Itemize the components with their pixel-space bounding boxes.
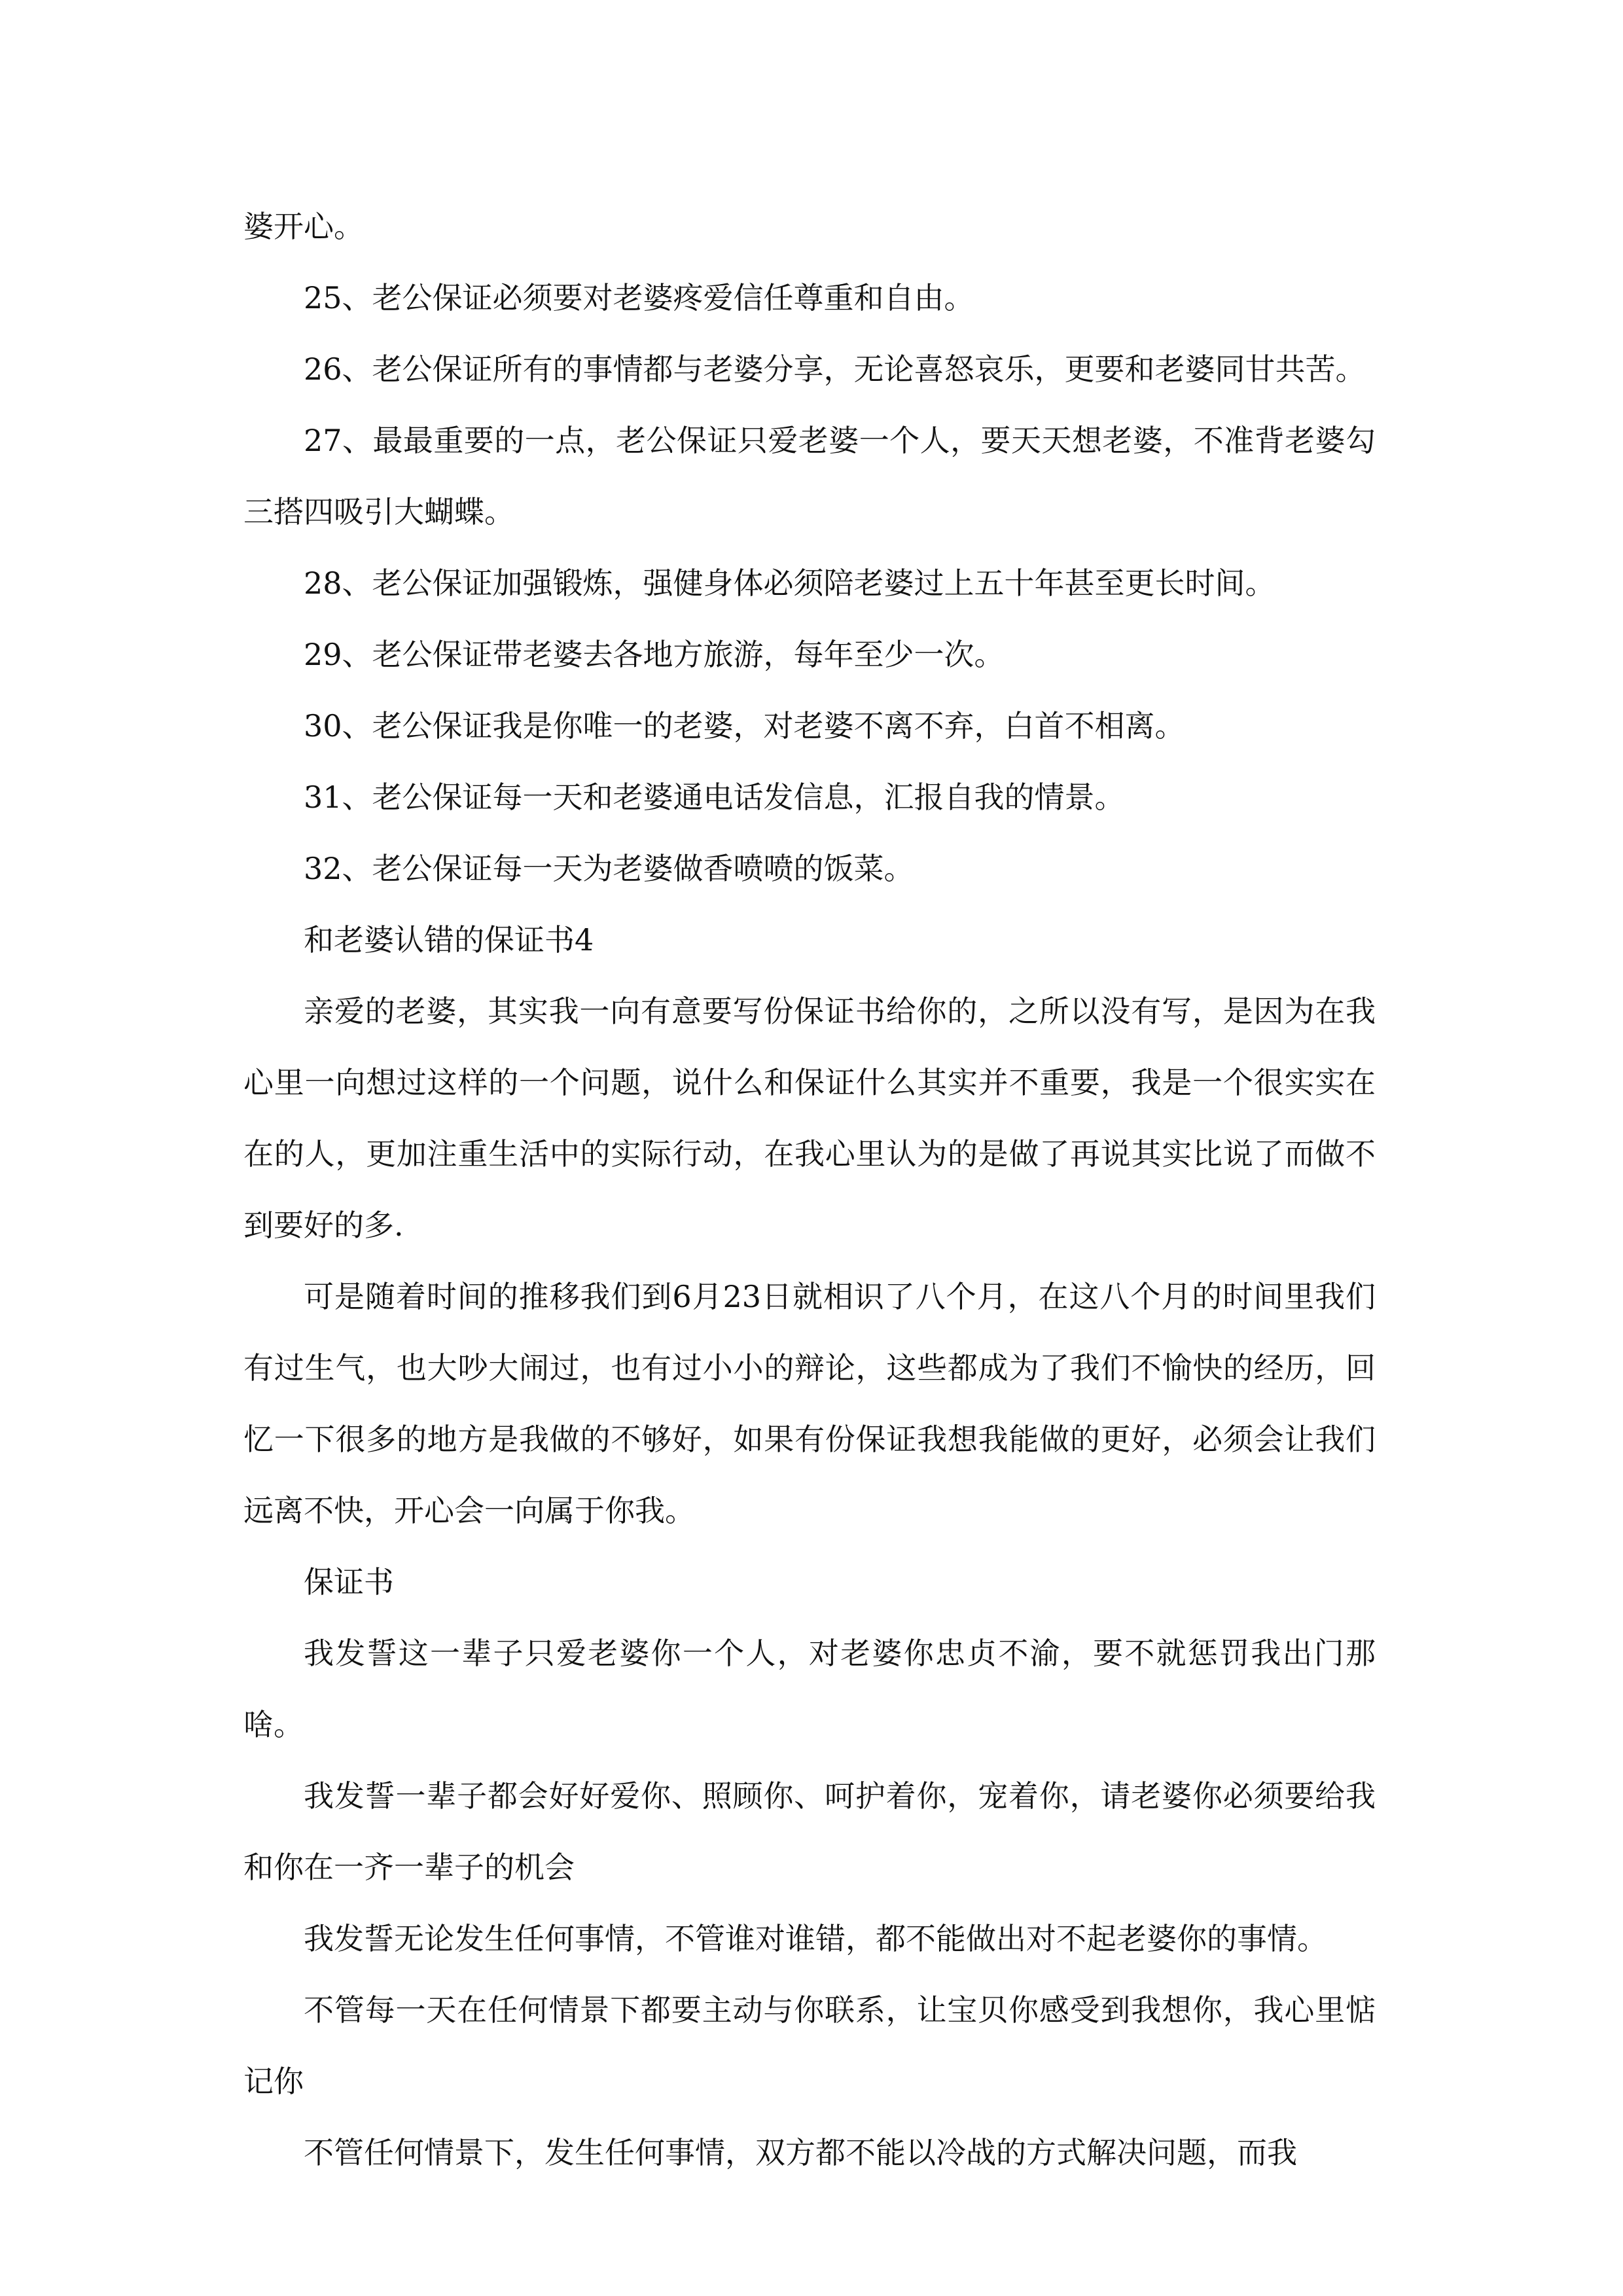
paragraph: 不管任何情景下，发生任何事情，双方都不能以冷战的方式解决问题，而我 — [304, 2135, 1297, 2170]
paragraph: 31、老公保证每一天和老婆通电话发信息，汇报自我的情景。 — [304, 780, 1125, 815]
paragraph: 32、老公保证每一天为老婆做香喷喷的饭菜。 — [304, 851, 914, 886]
paragraph: 30、老公保证我是你唯一的老婆，对老婆不离不弃，白首不相离。 — [304, 708, 1185, 744]
paragraph: 可是随着时间的推移我们到6月23日就相识了八个月，在这八个月的时间里我们有过生气，也大吵大闹过，也有过小小的辩论，这些都成为了我们不愉快的经历，回忆一下很多的地方是我做的不够好，如果有份保证我想我能做的更好，必须会让我们远离不快，开心会一向属于你我。 — [243, 1279, 1376, 1528]
paragraph: 亲爱的老婆，其实我一向有意要写份保证书给你的，之所以没有写，是因为在我心里一向想过这样的一个问题，说什么和保证什么其实并不重要，我是一个很实实在在的人，更加注重生活中的实际行动，在我心里认为的是做了再说其实比说了而做不到要好的多. — [243, 994, 1376, 1243]
paragraph: 我发誓无论发生任何事情，不管谁对谁错，都不能做出对不起老婆你的事情。 — [304, 1921, 1327, 1956]
paragraph: 我发誓一辈子都会好好爱你、照顾你、呵护着你，宠着你，请老婆你必须要给我和你在一齐一辈子的机会 — [243, 1778, 1376, 1885]
paragraph: 29、老公保证带老婆去各地方旅游，每年至少一次。 — [304, 637, 1005, 672]
paragraph: 不管每一天在任何情景下都要主动与你联系，让宝贝你感受到我想你，我心里惦记你 — [243, 1992, 1376, 2099]
paragraph: 我发誓这一辈子只爱老婆你一个人，对老婆你忠贞不渝，要不就惩罚我出门那啥。 — [243, 1636, 1376, 1742]
document-body — [243, 191, 1376, 2189]
paragraph: 27、最最重要的一点，老公保证只爱老婆一个人，要天天想老婆，不准背老婆勾三搭四吸引大蝴蝶。 — [243, 423, 1376, 529]
section-heading: 保证书 — [304, 1564, 394, 1600]
paragraph: 26、老公保证所有的事情都与老婆分享，无论喜怒哀乐，更要和老婆同甘共苦。 — [304, 351, 1366, 387]
paragraph: 婆开心。 — [243, 209, 364, 244]
paragraph: 28、老公保证加强锻炼，强健身体必须陪老婆过上五十年甚至更长时间。 — [304, 565, 1275, 601]
paragraph: 25、老公保证必须要对老婆疼爱信任尊重和自由。 — [304, 280, 974, 315]
section-heading: 和老婆认错的保证书4 — [304, 922, 594, 958]
